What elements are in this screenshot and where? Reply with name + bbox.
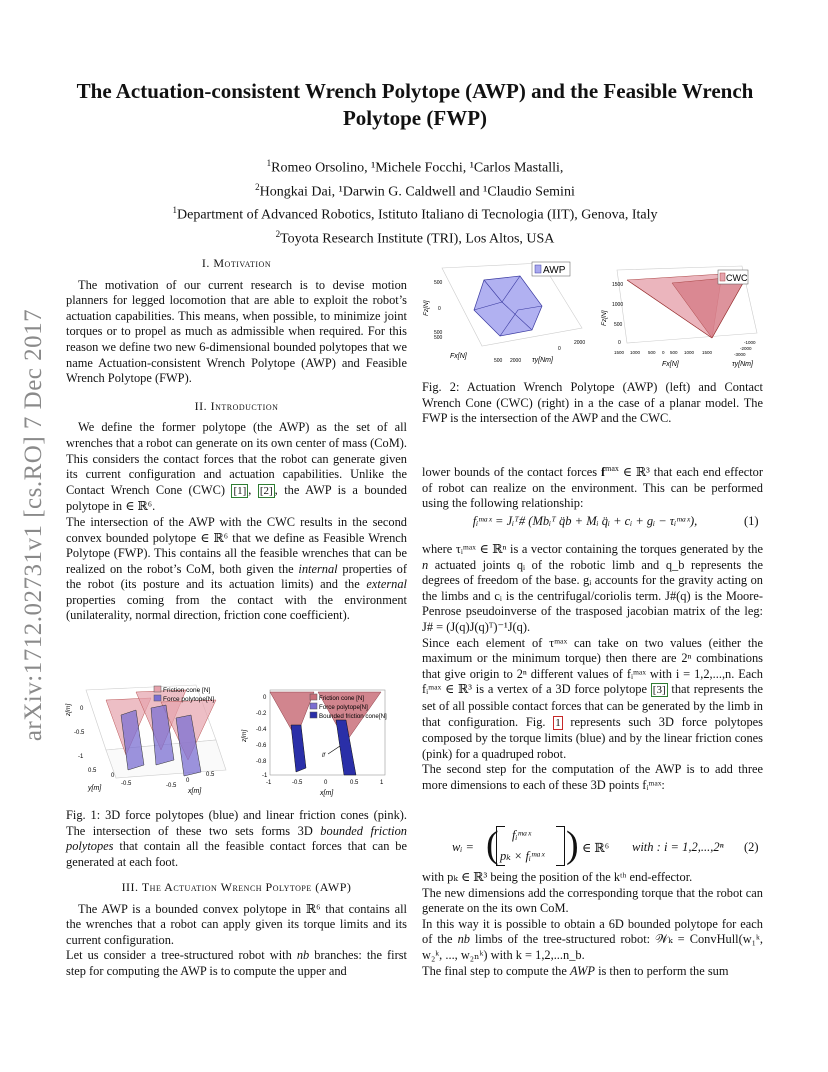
fig2-left-ytick: 2000	[574, 340, 586, 346]
right-paragraph-3: Since each element of τᵐᵃˣ can take on two values (either the maximum or the minimum torque) then there are 2ⁿ combinations that give origin to 2ⁿ different values of fᵢᵐᵃˣ with i = 1,2,...,n. Each fᵢᵐᵃˣ ∈ ℝ³ is a vertex of a 3D force polytope [3] that represents the set of all possible contact forces that can be generated by the limb in that configuration. Fig. 1 represents such 3D force polytopes composed by the torque limits (blue) and by the linear friction cones (pink) for a quadruped robot.	[422, 635, 763, 761]
eq2-condition: with : i = 1,2,...,2ⁿ	[632, 840, 724, 854]
fig2-left-ztick: 0	[438, 306, 441, 312]
fig1-right-legend-friction: Friction cone [N]	[319, 695, 365, 702]
fig2-left-xlabel: Fx[N]	[450, 353, 467, 360]
equation-1: fᵢᵐᵃˣ = Jᵢᵀ# (Mbᵢᵀ q̈b + Mᵢ q̈ᵢ + cᵢ + gᵢ − τᵢᵐᵃˣ),	[472, 514, 698, 528]
fig1-right-ytick: -0.4	[256, 727, 267, 733]
right-paragraph-8: The final step to compute the AWP is then to perform the sum	[422, 963, 729, 978]
fig2-right-xtick: 500	[670, 350, 678, 355]
fig2-left-ylabel: τy[Nm]	[532, 357, 553, 364]
figure-1-caption: Fig. 1: 3D force polytopes (blue) and linear friction cones (pink). The intersection of these two sets forms 3D bounded friction polytopes that contain all the feasible contact forces that can be generated at each foot.	[66, 808, 407, 869]
fig2-left-ztick: 500	[434, 280, 443, 286]
fig1-right-xtick: -0.5	[292, 780, 303, 786]
fig1-right-xtick: 1	[380, 780, 384, 786]
fig1-right-xtick: -1	[266, 780, 272, 786]
fig1-right-annotation: lf	[322, 753, 325, 759]
fig2-right-plot	[601, 266, 757, 368]
left-column-top	[66, 256, 407, 624]
figure-1-plots	[66, 680, 411, 800]
fig2-left-ytick: 500	[494, 358, 503, 364]
fig1-left-zlabel: z[m]	[65, 703, 72, 716]
fig2-right-xtick: 1500	[614, 350, 625, 355]
right-paragraph-5: with pₖ ∈ ℝ³ being the position of the kᵗʰ end-effector.	[422, 870, 693, 884]
fig1-right-xtick: 0	[324, 780, 328, 786]
fig2-right-ytick: -3000	[734, 352, 746, 357]
right-paragraph-4: The second step for the computation of the AWP is to add three more dimensions to each of these 3D points fᵢᵐᵃˣ:	[422, 762, 763, 792]
fig1-right-ylabel: z[m]	[241, 729, 248, 742]
fig2-right-zlabel: Fz[N]	[601, 310, 608, 326]
fig1-right-ytick: -0.2	[256, 711, 267, 717]
fig2-left-ytick: 0	[558, 346, 561, 352]
fig2-right-xtick: 1000	[630, 350, 641, 355]
fig1-right-xlabel: x[m]	[320, 790, 334, 797]
author-line-2: Hongkai Dai, ¹Darwin G. Caldwell and ¹Claudio Semini	[259, 184, 575, 200]
fig1-left-ztick: 0	[80, 706, 84, 712]
fig2-left-ytick: 2000	[510, 358, 522, 364]
fig1-left-ytick: 0.5	[88, 768, 97, 774]
fig1-left-ytick: 0	[111, 773, 115, 779]
fig1-right-legend-bounded: Bounded friction cone[N]	[319, 713, 387, 720]
citation-2[interactable]: [2]	[259, 484, 273, 497]
right-column-bottom	[422, 870, 763, 979]
fig2-right-ztick: 500	[614, 322, 623, 328]
fig2-right-xtick: 1500	[702, 350, 713, 355]
fig2-right-ylabel: τy[Nm]	[732, 361, 753, 368]
section-heading-introduction: II. Introduction	[194, 398, 279, 413]
fig1-right-ytick: -1	[262, 773, 268, 779]
author-line-1: Romeo Orsolino, ¹Michele Focchi, ¹Carlos Mastalli,	[271, 160, 564, 176]
left-column-bottom	[66, 880, 407, 980]
fig1-left-ylabel: y[m]	[88, 785, 102, 792]
eq2-lhs: wᵢ =	[452, 840, 474, 854]
eq2-bottom: pₖ × fᵢᵐᵃˣ	[500, 849, 545, 863]
fig1-left-ztick: -0.5	[74, 730, 85, 736]
fig2-right-ztick: 1500	[612, 282, 624, 288]
fig1-left-ztick: -1	[78, 754, 84, 760]
section-heading-motivation: I. Motivation	[201, 256, 272, 270]
citation-1[interactable]: [1]	[233, 484, 247, 497]
paper-title: The Actuation-consistent Wrench Polytope (AWP) and the Feasible Wrench Polytope (FWP)	[76, 79, 754, 130]
fig2-left-ztick: 500	[434, 335, 443, 341]
fig2-right-xtick: 0	[662, 350, 665, 355]
fig1-left-xtick: 0.5	[206, 772, 215, 778]
fig1-left-xtick: -0.5	[166, 783, 177, 789]
fig1-left-legend-friction: Friction cone [N]	[163, 687, 211, 694]
author-block: $^1$Romeo Orsolino, ¹Michele Focchi, ¹Carlos Mastalli, $^2$Hongkai Dai, ¹Darwin G. Caldwell and ¹Claudio Semini $^1$Department of Advanced Robotics, Istituto Italiano di Tecnologia (IIT), Genova, Italy $^2$Toyota Research Institute (TRI), Los Altos, USA	[172, 158, 658, 247]
right-column-top	[422, 461, 763, 512]
fig2-left-plot	[423, 262, 585, 364]
right-paragraph-6: The new dimensions add the corresponding torque that the robot can generate on the its own CoM.	[422, 885, 763, 916]
fig2-right-ytick: -2000	[740, 346, 752, 351]
right-column-middle	[422, 542, 763, 794]
eq2-rhs: ∈ ℝ⁶	[582, 841, 610, 855]
arxiv-identifier: arXiv:1712.02731v1 [cs.RO] 7 Dec 2017	[20, 308, 47, 742]
figure-2-plots	[422, 258, 767, 376]
equation-2: wᵢ = ( fᵢᵐᵃˣ pₖ × fᵢᵐᵃˣ ) ∈ ℝ⁶ with : i = 1,2,...,2ⁿ	[452, 824, 724, 866]
figure-1-link[interactable]: 1	[555, 716, 561, 729]
fig2-left-ztick: 500	[434, 330, 443, 336]
fig2-right-xlabel: Fx[N]	[662, 361, 679, 368]
fig2-right-xtick: 500	[648, 350, 656, 355]
fig2-left-zlabel: Fz[N]	[423, 300, 430, 316]
intro-paragraph-2: The intersection of the AWP with the CWC results in the second convex bounded polytope ∈ ℝ⁶ that we define as Feasible Wrench Polytope (FWP). This contains all the feasible wrenches that can be realized on the robot’s CoM, both given the internal properties of the robot (its posture and its actuation limits) and the external properties coming from the contact with the environment (unilaterality, normal direction, friction cone coefficient).	[66, 514, 407, 623]
affiliation-1: Department of Advanced Robotics, Istituto Italiano di Tecnologia (IIT), Genova, Italy	[177, 207, 658, 223]
citation-3[interactable]: [3]	[652, 684, 666, 697]
equation-2-number: (2)	[744, 840, 759, 854]
fig1-left-xtick: 0	[186, 778, 190, 784]
fig1-right-plot	[241, 690, 387, 797]
affiliation-2: Toyota Research Institute (TRI), Los Altos, USA	[280, 231, 555, 247]
fig1-left-ytick: -0.5	[121, 781, 132, 787]
fig1-right-xtick: 0.5	[350, 780, 359, 786]
intro-paragraph-1: We define the former polytope (the AWP) as the set of all wrenches that a robot can generate on its own center of mass (CoM). This considers the contact forces that the robot can generate given its current configuration and actuation capabilities. Unlike the Contact Wrench Cone (CWC) [1] , [2] , the AWP is a bounded polytope in ∈ ℝ⁶.	[66, 420, 407, 514]
motivation-paragraph: The motivation of our current research is to devise motion planners for legged locomotion that are able to exploit the robot’s actuation capabilities. This means, when possible, to minimize joint torques or to propel as much as admissible when required. For this reason we define two new 6-dimensional bounded polytopes that we name Actuation-consistent Wrench Polytope (AWP) and Feasible Wrench Polytope (FWP).	[66, 277, 407, 386]
fig1-left-plot	[65, 685, 226, 795]
right-paragraph-1: lower bounds of the contact forces $f^{max}$ ∈ ℝ³ that each end effector of robot can realize on the environment. This can be performed using the following relationship:	[422, 464, 763, 511]
right-paragraph-7: In this way it is possible to obtain a 6D bounded polytope for each of the nb limbs of the tree-structured robot: 𝒲ₖ = ConvHull(w₁ᵏ, w₂ᵏ, ..., w₂ₙᵏ) with k = 1,2,...n_b.	[422, 916, 764, 962]
equation-1-number: (1)	[744, 514, 759, 528]
fig2-right-ztick: 0	[618, 340, 621, 346]
eq2-top: fᵢᵐᵃˣ	[512, 828, 532, 842]
fig1-left-xlabel: x[m]	[188, 788, 202, 795]
fig1-right-ytick: -0.8	[256, 759, 267, 765]
fig1-left-legend-polytope: Force polytope[N]	[163, 696, 215, 703]
fig2-cwc-legend: CWC	[726, 273, 748, 283]
fig2-right-ztick: 1000	[612, 302, 624, 308]
awp-paragraph-2: Let us consider a tree-structured robot with nb branches: the first step for computing the AWP is to compute the upper and	[66, 948, 408, 978]
fig2-right-xtick: 1000	[684, 350, 695, 355]
section-heading-awp: III. The Actuation Wrench Polytope (AWP)	[121, 880, 352, 894]
awp-paragraph-1: The AWP is a bounded convex polytope in ℝ⁶ that contains all the wrenches that a robot can apply given its torque limits and its current configuration.	[66, 901, 407, 947]
figure-2-caption: Fig. 2: Actuation Wrench Polytope (AWP) (left) and Contact Wrench Cone (CWC) (right) in a the case of a planar model. The FWP is the intersection of the AWP and the CWC.	[422, 380, 763, 426]
fig1-right-legend-polytope: Force polytope[N]	[319, 704, 368, 711]
fig1-right-ytick: 0	[263, 695, 267, 701]
fig1-right-ytick: -0.6	[256, 743, 267, 749]
fig2-right-ytick: -1000	[744, 340, 756, 345]
right-paragraph-2: where τᵢᵐᵃˣ ∈ ℝⁿ is a vector containing the torques generated by the n actuated joints qᵢ of the robotic limb and q_b represents the degrees of freedom of the base. gᵢ accounts for the gravity acting on the limbs and cᵢ is the centrifugal/coriolis term. J#(q) is the Moore-Penrose pseudoinverse of the trasposed jacobian matrix of the leg: J# = (J(q)J(q)ᵀ)⁻¹J(q).	[422, 542, 763, 634]
fig2-awp-legend: AWP	[543, 265, 566, 276]
